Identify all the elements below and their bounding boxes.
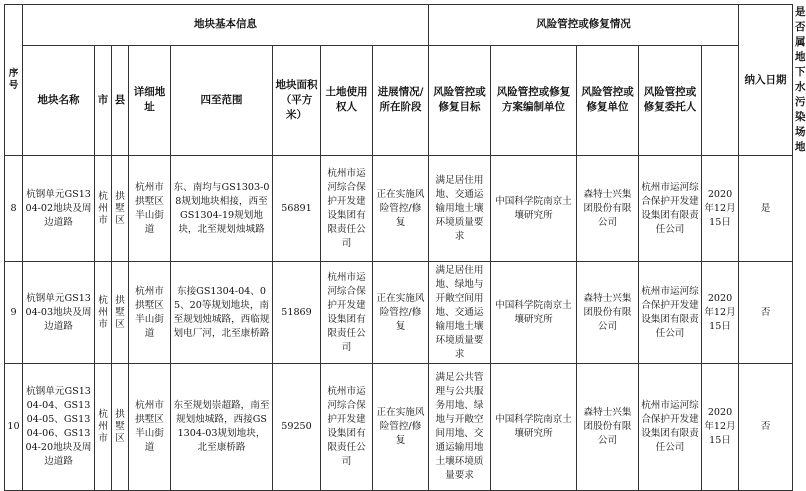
cell-entry-date: 2020年12月15日 — [702, 364, 739, 491]
header-city: 市 — [95, 45, 112, 155]
cell-plot-name: 杭钢单元GS1304-03地块及周边道路 — [23, 262, 95, 364]
cell-client: 杭州市运河综合保护开发建设集团有限责任公司 — [639, 156, 702, 262]
header-row-columns — [5, 45, 793, 155]
header-client: 风险管控或修复委托人 — [639, 45, 702, 155]
header-progress: 进展情况/所在阶段 — [373, 45, 429, 155]
cell-client: 杭州市运河综合保护开发建设集团有限责任公司 — [639, 364, 702, 491]
cell-address: 杭州市拱墅区半山街道 — [129, 364, 171, 491]
cell-seq: 8 — [5, 156, 23, 262]
cell-plan-unit: 中国科学院南京土壤研究所 — [491, 156, 577, 262]
header-address: 详细地址 — [129, 45, 171, 155]
cell-progress: 正在实施风险管控/修复 — [373, 262, 429, 364]
header-goal: 风险管控或修复目标 — [429, 45, 491, 155]
header-plan-unit: 风险管控或修复方案编制单位 — [491, 45, 577, 155]
cell-land-user: 杭州市运河综合保护开发建设集团有限责任公司 — [321, 156, 373, 262]
table-row — [5, 156, 793, 262]
header-area: 地块面积（平方米） — [273, 45, 321, 155]
cell-groundwater: 是 — [739, 156, 793, 262]
header-seq: 序号 — [5, 5, 23, 156]
cell-address: 杭州市拱墅区半山街道 — [129, 156, 171, 262]
cell-goal: 满足居住用地、绿地与开敞空间用地、交通运输用地土壤环境质量要求 — [429, 262, 491, 364]
cell-groundwater: 否 — [739, 364, 793, 491]
cell-county: 拱墅区 — [112, 156, 129, 262]
cell-area: 56891 — [273, 156, 321, 262]
cell-groundwater: 否 — [739, 262, 793, 364]
table-row — [5, 364, 793, 491]
cell-repair-unit: 森特士兴集团股份有限公司 — [577, 156, 639, 262]
cell-city: 杭州市 — [95, 156, 112, 262]
header-plot-name: 地块名称 — [23, 45, 95, 155]
cell-entry-date: 2020年12月15日 — [702, 156, 739, 262]
cell-city: 杭州市 — [95, 262, 112, 364]
cell-client: 杭州市运河综合保护开发建设集团有限责任公司 — [639, 262, 702, 364]
header-group-risk-control: 风险管控或修复情况 — [429, 5, 739, 46]
cell-seq: 9 — [5, 262, 23, 364]
header-repair-unit: 风险管控或修复单位 — [577, 45, 639, 155]
cell-plot-name: 杭钢单元GS1304-04、GS1304-05、GS1304-06、GS1304-20地块及周边道路 — [23, 364, 95, 491]
header-row-groups: 序号 地块基本信息 风险管控或修复情况 纳入日期 是否属地下水污染场地 — [5, 5, 793, 46]
cell-boundaries: 东接GS1304-04、05、20等规划地块，南至规划烛城路，西临规划电厂河，北至康桥路 — [171, 262, 273, 364]
cell-goal: 满足公共管理与公共服务用地、绿地与开敞空间用地、交通运输用地土壤环境质量要求 — [429, 364, 491, 491]
cell-seq: 10 — [5, 364, 23, 491]
cell-boundaries: 东至规划崇超路，南至规划烛城路，西接GS1304-03规划地块，北至康桥路 — [171, 364, 273, 491]
cell-land-user: 杭州市运河综合保护开发建设集团有限责任公司 — [321, 364, 373, 491]
header-county: 县 — [112, 45, 129, 155]
cell-land-user: 杭州市运河综合保护开发建设集团有限责任公司 — [321, 262, 373, 364]
contaminated-sites-table — [4, 4, 806, 491]
header-land-user: 土地使用权人 — [321, 45, 373, 155]
cell-plot-name: 杭钢单元GS1304-02地块及周边道路 — [23, 156, 95, 262]
header-boundaries: 四至范围 — [171, 45, 273, 155]
cell-city: 杭州市 — [95, 364, 112, 491]
cell-area: 59250 — [273, 364, 321, 491]
cell-county: 拱墅区 — [112, 262, 129, 364]
cell-plan-unit: 中国科学院南京土壤研究所 — [491, 262, 577, 364]
cell-boundaries: 东、南均与GS1303-08规划地块相接，西至GS1304-19规划地块，北至规划烛城路 — [171, 156, 273, 262]
cell-entry-date: 2020年12月15日 — [702, 262, 739, 364]
cell-address: 杭州市拱墅区半山街道 — [129, 262, 171, 364]
cell-progress: 正在实施风险管控/修复 — [373, 156, 429, 262]
cell-county: 拱墅区 — [112, 364, 129, 491]
cell-repair-unit: 森特士兴集团股份有限公司 — [577, 262, 639, 364]
cell-goal: 满足居住用地、交通运输用地土壤环境质量要求 — [429, 156, 491, 262]
cell-area: 51869 — [273, 262, 321, 364]
cell-repair-unit: 森特士兴集团股份有限公司 — [577, 364, 639, 491]
header-group-basic-info: 地块基本信息 — [23, 5, 429, 46]
cell-plan-unit: 中国科学院南京土壤研究所 — [491, 364, 577, 491]
cell-progress: 正在实施风险管控/修复 — [373, 364, 429, 491]
header-entry-date: 纳入日期 — [739, 5, 793, 156]
table-row — [5, 262, 793, 364]
